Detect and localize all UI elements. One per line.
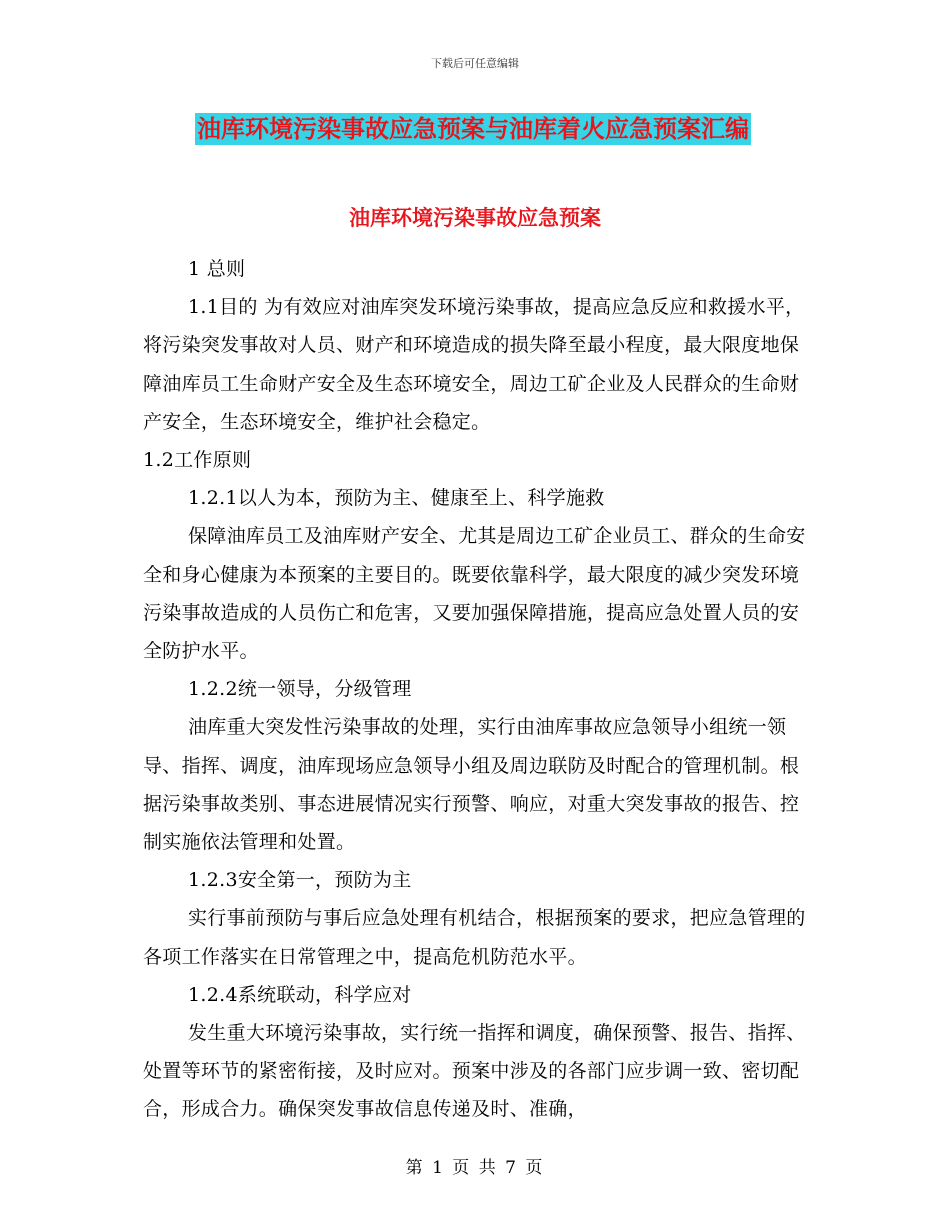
paragraph: 1.2.2统一领导，分级管理 — [188, 678, 412, 701]
section-title: 油库环境污染事故应急预案 — [349, 205, 601, 230]
document-body — [143, 250, 811, 1129]
header-note: 下载后可任意编辑 — [431, 57, 519, 70]
paragraph: 1.2.4系统联动，科学应对 — [188, 983, 412, 1006]
paragraph: 实行事前预防与事后应急处理有机结合，根据预案的要求，把应急管理的各项工作落实在日常管理之中，提高危机防范水平。 — [143, 907, 806, 968]
paragraph: 1.1目的 为有效应对油库突发环境污染事故，提高应急反应和救援水平，将污染突发事故对人员、财产和环境造成的损失降至最小程度，最大限度地保障油库员工生命财产安全及生态环境安全，周边工矿企业及人民群众的生命财产安全，生态环境安全，维护社会稳定。 — [143, 296, 805, 433]
page-footer: 第 1 页 共 7 页 — [405, 1158, 545, 1178]
paragraph: 1.2.3安全第一，预防为主 — [188, 869, 412, 892]
document-title: 油库环境污染事故应急预案与油库着火应急预案汇编 — [197, 114, 749, 143]
paragraph: 1 总则 — [188, 258, 246, 280]
paragraph: 1.2工作原则 — [143, 449, 252, 472]
paragraph: 1.2.1以人为本，预防为主、健康至上、科学施救 — [188, 487, 605, 510]
paragraph: 保障油库员工及油库财产安全、尤其是周边工矿企业员工、群众的生命安全和身心健康为本预案的主要目的。既要依靠科学，最大限度的减少突发环境污染事故造成的人员伤亡和危害，又要加强保障措施，提高应急处置人员的安全防护水平。 — [143, 525, 806, 663]
paragraph: 油库重大突发性污染事故的处理，实行由油库事故应急领导小组统一领导、指挥、调度，油库现场应急领导小组及周边联防及时配合的管理机制。根据污染事故类别、事态进展情况实行预警、响应，对重大突发事故的报告、控制实施依法管理和处置。 — [143, 716, 800, 854]
paragraph: 发生重大环境污染事故，实行统一指挥和调度，确保预警、报告、指挥、处置等环节的紧密衔接，及时应对。预案中涉及的各部门应步调一致、密切配合，形成合力。确保突发事故信息传递及时、准确， — [143, 1022, 806, 1121]
